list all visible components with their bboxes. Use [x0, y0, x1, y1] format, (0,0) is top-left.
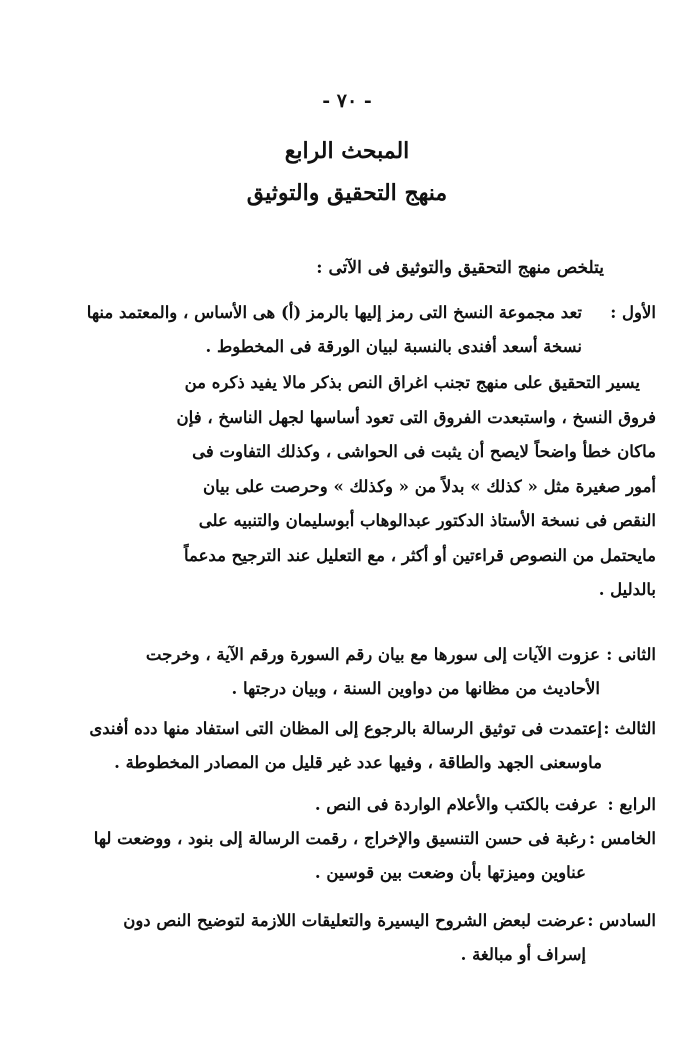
text-line: فروق النسخ ، واستبعدت الفروق التى تعود أساسها لجهل الناسخ ، فإن — [176, 407, 656, 427]
page-number: - ٧٠ - — [322, 90, 372, 112]
item-label: السادس : — [587, 911, 656, 930]
item-text — [36, 822, 656, 890]
text-line: عزوت الآيات إلى سورها مع بيان رقم السورة ورقم الآية ، وخرجت — [145, 645, 600, 664]
text-line: ماوسعنى الجهد والطاقة ، وفيها عدد غير قليل من المصادر المخطوطة . — [114, 753, 602, 772]
section-heading: المبحث الرابع — [284, 138, 410, 164]
item-label: الثالث : — [603, 719, 656, 738]
text-line: رغبة فى حسن التنسيق والإخراج ، رقمت الرسالة إلى بنود ، ووضعت لها — [93, 829, 586, 848]
text-line: النقص فى نسخة الأستاذ الدكتور عبدالوهاب أبوسليمان والتنبيه على — [198, 511, 656, 530]
text-line: إعتمدت فى توثيق الرسالة بالرجوع إلى المظان التى استفاد منها دده أفندى — [89, 719, 602, 738]
list-item-third — [36, 712, 656, 780]
text-line: يسير التحقيق على منهج تجنب اغراق النص بذكر مالا يفيد ذكره من — [184, 373, 640, 392]
text-line: أمور صغيرة مثل « كذلك » بدلاً من « وكذلك » وحرصت على بيان — [202, 476, 656, 496]
intro-line: يتلخص منهج التحقيق والتوثيق فى الآتى : — [316, 258, 604, 278]
item-text — [36, 712, 656, 780]
text-line: إسراف أو مبالغة . — [460, 945, 586, 964]
list-item-sixth — [36, 904, 656, 972]
list-item-fifth — [36, 822, 656, 890]
list-item-second — [36, 638, 656, 706]
list-item-fourth — [36, 788, 656, 822]
section-subheading: منهج التحقيق والتوثيق — [246, 180, 448, 206]
item-text — [36, 638, 656, 706]
item-text — [36, 296, 656, 364]
text-line: تعد مجموعة النسخ التى رمز إليها بالرمز (أ) هى الأساس ، والمعتمد منها — [86, 303, 582, 322]
item-text — [36, 788, 656, 822]
item-label: الثانى : — [606, 645, 656, 664]
text-line: عرفت بالكتب والأعلام الواردة فى النص . — [314, 795, 598, 814]
text-line: عرضت لبعض الشروح اليسيرة والتعليقات اللازمة لتوضيح النص دون — [123, 911, 586, 930]
body-paragraph — [36, 366, 656, 608]
text-line: ماكان خطأ واضحاً لايصح أن يثبت فى الحواشى ، وكذلك التفاوت فى — [192, 442, 656, 461]
item-label: الأول : — [610, 303, 656, 322]
text-line: بالدليل . — [598, 580, 656, 599]
list-item-first — [36, 296, 656, 364]
text-line: عناوين وميزتها بأن وضعت بين قوسين . — [314, 863, 586, 882]
item-text — [36, 904, 656, 972]
text-line: مايحتمل من النصوص قراءتين أو أكثر ، مع التعليل عند الترجيح مدعماً — [184, 545, 656, 565]
text-line: نسخة أسعد أفندى بالنسبة لبيان الورقة فى المخطوط . — [205, 337, 582, 356]
item-label: الخامس : — [589, 829, 656, 848]
text-line: الأحاديث من مظانها من دواوين السنة ، وبيان درجتها . — [231, 679, 600, 698]
item-label: الرابع : — [607, 795, 656, 814]
